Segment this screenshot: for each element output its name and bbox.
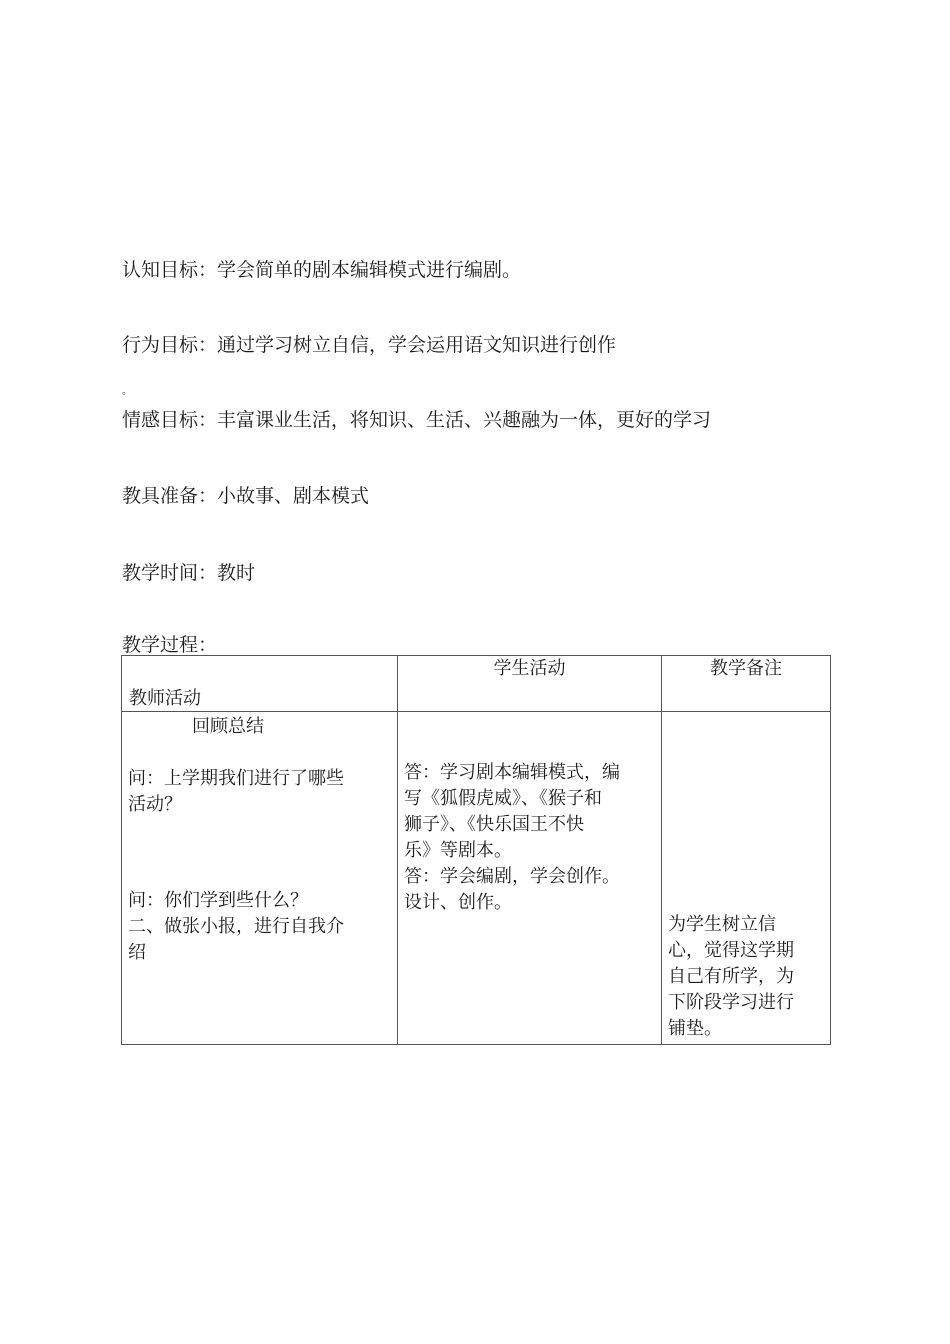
student-activity-cell: [398, 712, 662, 1045]
question-1-line-2: 活动？: [128, 794, 182, 815]
header-notes: 教学备注: [662, 656, 831, 712]
section-title: 回顾总结: [192, 716, 264, 737]
note-line-3: 自己有所学，为: [668, 966, 794, 987]
teaching-time: 教学时间：教时: [122, 562, 256, 584]
question-2: 问：你们学到些什么？: [128, 890, 308, 911]
cognitive-objective: 认知目标：学会简单的剧本编辑模式进行编剧。: [122, 259, 522, 281]
answer-1-line-2: 写《狐假虎威》、《猴子和: [404, 788, 602, 809]
item-2-line-2: 绍: [128, 942, 146, 963]
answer-1-line-4: 乐》等剧本。: [404, 840, 512, 861]
teaching-notes-cell: [662, 712, 831, 1045]
answer-1-line-3: 狮子》、《快乐国王不快: [404, 814, 584, 835]
teacher-activity-cell: [122, 712, 398, 1045]
header-student: 学生活动: [398, 656, 662, 712]
header-teacher-cell: [122, 656, 398, 712]
answer-2-line-2: 设计、创作。: [404, 892, 512, 913]
header-teacher: 教师活动: [129, 688, 201, 709]
emotion-objective: 情感目标：丰富课业生活，将知识、生活、兴趣融为一体，更好的学习: [122, 409, 712, 431]
teaching-process-label: 教学过程：: [122, 634, 218, 656]
behavior-objective-mark: 。: [122, 386, 132, 397]
answer-1-line-1: 答：学习剧本编辑模式，编: [404, 762, 620, 783]
question-1-line-1: 问：上学期我们进行了哪些: [128, 768, 344, 789]
table-header-row: [122, 656, 831, 712]
table-row: [122, 712, 831, 1045]
teaching-aids: 教具准备：小故事、剧本模式: [122, 485, 370, 507]
answer-2-line-1: 答：学会编剧，学会创作。: [404, 866, 620, 887]
note-line-2: 心，觉得这学期: [668, 940, 794, 961]
note-line-1: 为学生树立信: [668, 914, 776, 935]
note-line-5: 铺垫。: [668, 1018, 722, 1039]
item-2-line-1: 二、做张小报，进行自我介: [128, 916, 344, 937]
teaching-process-table: [121, 655, 831, 1045]
behavior-objective: 行为目标：通过学习树立自信，学会运用语文知识进行创作: [122, 334, 617, 356]
note-line-4: 下阶段学习进行: [668, 992, 794, 1013]
